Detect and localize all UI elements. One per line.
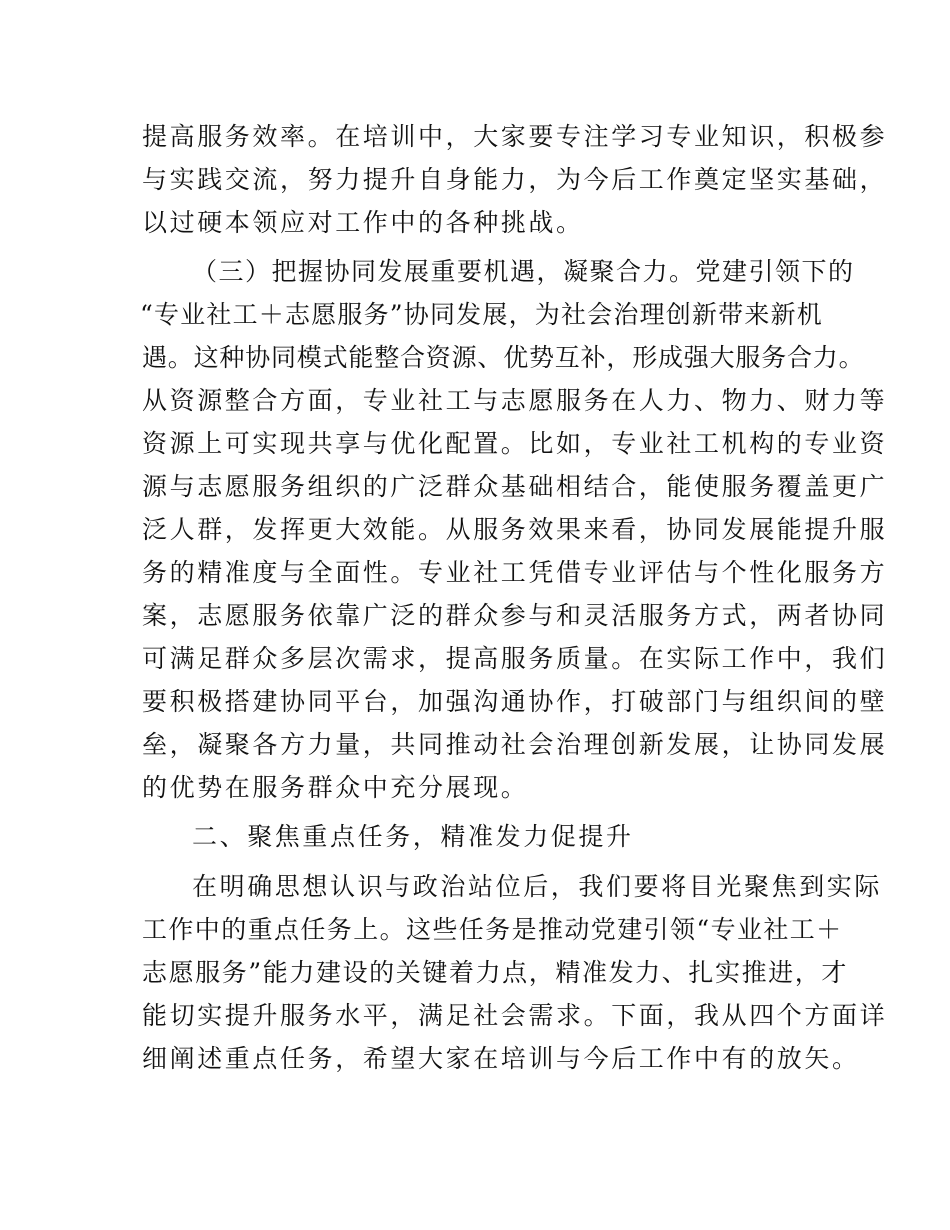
text-line: 泛人群，发挥更大效能。从服务效果来看，协同发展能提升服 [142, 515, 888, 544]
text-line: 与实践交流，努力提升自身能力，为今后工作奠定坚实基础， [142, 165, 888, 194]
text-line: 提高服务效率。在培训中，大家要专注学习专业知识，积极参 [142, 122, 888, 151]
text-line: 资源上可实现共享与优化配置。比如，专业社工机构的专业资 [142, 429, 888, 458]
section-heading: 二、聚焦重点任务，精准发力促提升 [192, 822, 634, 851]
text-line: 垒，凝聚各方力量，共同推动社会治理创新发展，让协同发展 [142, 730, 888, 759]
text-line: 能切实提升服务水平，满足社会需求。下面，我从四个方面详 [142, 1001, 888, 1030]
text-line: 务的精准度与全面性。专业社工凭借专业评估与个性化服务方 [142, 558, 888, 587]
text-line: 可满足群众多层次需求，提高服务质量。在实际工作中，我们 [142, 644, 888, 673]
text-line: 遇。这种协同模式能整合资源、优势互补，形成强大服务合力。 [142, 343, 865, 372]
paragraph-first-line: 在明确思想认识与政治站位后，我们要将目光聚焦到实际 [192, 872, 883, 901]
text-line: “专业社工＋志愿服务”协同发展，为社会治理创新带来新机 [140, 300, 823, 329]
text-line: 以过硬本领应对工作中的各种挑战。 [142, 208, 584, 237]
section-heading: （三）把握协同发展重要机遇，凝聚合力。党建引领下的 [192, 257, 855, 286]
text-line: 志愿服务”能力建设的关键着力点，精准发力、扎实推进，才 [142, 958, 848, 987]
text-line: 要积极搭建协同平台，加强沟通协作，打破部门与组织间的壁 [142, 687, 888, 716]
text-line: 从资源整合方面，专业社工与志愿服务在人力、物力、财力等 [142, 386, 888, 415]
text-line: 细阐述重点任务，希望大家在培训与今后工作中有的放矢。 [142, 1044, 860, 1073]
text-line: 工作中的重点任务上。这些任务是推动党建引领“专业社工＋ [142, 915, 843, 944]
text-line: 源与志愿服务组织的广泛群众基础相结合，能使服务覆盖更广 [142, 472, 888, 501]
text-line: 案，志愿服务依靠广泛的群众参与和灵活服务方式，两者协同 [142, 601, 888, 630]
text-line: 的优势在服务群众中充分展现。 [142, 773, 529, 802]
